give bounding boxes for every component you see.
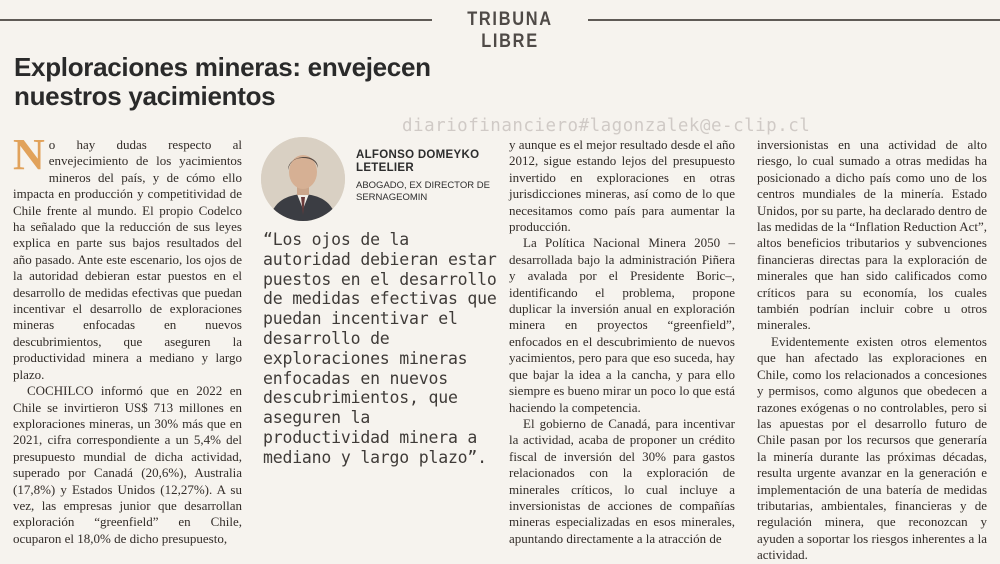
article-column-1 [13, 130, 242, 547]
author-name: ALFONSO DOMEYKO LETELIER [356, 149, 480, 174]
section-rule-right [588, 19, 1000, 21]
article-column-4 [757, 137, 987, 564]
article-paragraph [13, 130, 242, 383]
article-paragraph: Evidentemente existen otros elementos que han afectado las exploraciones en Chile, como los relacionados a concesiones y permisos, como algunos que obedecen a razones exógenas o no controlables, pero si las apuestas por el desarrollo futuro de Chile pasan por los recursos que generaría la minería durante las próximas décadas, resulta urgente avanzar en la generación e implementación de una batería de medidas tributarias, ambientales, financieras y de regulación minera, que reconozcan y ayuden a soportar los riesgos inherentes a la actividad. [757, 333, 987, 563]
article-paragraph: y aunque es el mejor resultado desde el año 2012, sigue estando lejos del presupuesto invertido en exploraciones en otras jurisdicciones mineras, así como de lo que necesitamos como país para aumentar la producción. [509, 137, 735, 235]
author-portrait-icon [261, 137, 345, 221]
pull-quote: “Los ojos de la autoridad debieran estar puestos en el desarrollo de medidas efectivas que puedan incentivar el desarrollo de exploraciones mineras enfocadas en nuevos descubrimientos, que aseguren la productividad minera a mediano y largo plazo”. [263, 230, 497, 467]
article-paragraph: El gobierno de Canadá, para incentivar la actividad, acaba de proponer un crédito fiscal de inversión del 30% para gastos relacionados con la exploración de minerales críticos, lo cual incluye a inversionistas de acciones de compañías mineras especializadas en esos minerales, apuntando directamente a la atracción de [509, 415, 735, 546]
paragraph-text: o hay dudas respecto al envejecimiento de los yacimientos mineros del país, y de cómo ello impacta en producción y competitividad de Chile frente al mundo. El propio Codelco ha señalado que la reducción de sus leyes explica en parte sus bajos resultados del año pasado. Ante este escenario, los ojos de la autoridad debieran estar puestos en el desarrollo de medidas efectivas que puedan incentivar el desarrollo de exploraciones mineras enfocadas en nuevos descubrimientos, que aseguren la productividad minera a mediano y largo plazo. [13, 137, 242, 382]
section-label: TRIBUNA LIBRE [467, 9, 553, 52]
article-paragraph: COCHILCO informó que en 2022 en Chile se invirtieron US$ 713 millones en exploraciones mineras, un 30% más que en 2021, cifra correspondiente a un 5,4% del presupuesto mundial de dicha actividad, superado por Canadá (20,6%), Australia (17,8%) y Estados Unidos (12,27%). A su vez, las empresas junior que desarrollan exploración “greenfield” en Chile, ocuparon el 18,0% de dicho presupuesto, [13, 383, 242, 546]
drop-cap: N [13, 130, 45, 179]
article-paragraph: inversionistas en una actividad de alto riesgo, lo cual sumado a otras medidas ha posicionado a dicho país como uno de los centros mundiales de la minería. Estado Unidos, por su parte, ha declarado dentro de las medidas de la “Inflation Reduction Act”, altos beneficios tributarios y subvenciones financieras directas para la exploración de minerales que han sido calificados como críticos para su economía, los cuales también podrían incluir cobre u otros minerales. [757, 137, 987, 333]
section-header [0, 9, 1000, 52]
author-role: ABOGADO, EX DIRECTOR DE SERNAGEOMIN [356, 180, 490, 203]
section-rule-left [0, 19, 432, 21]
article-headline: Exploraciones mineras: envejecen nuestros yacimientos [14, 52, 431, 111]
article-column-3 [509, 137, 735, 547]
author-photo [261, 137, 345, 221]
article-paragraph: La Política Nacional Minera 2050 –desarrollada bajo la administración Piñera y avalada por el Presidente Boric–, identificando el problema, propone duplicar la inversión anual en exploración minera en proyectos “greenfield”, enfocados en el descubrimiento de nuevos yacimientos, pero para que eso suceda, hay que bajar la idea a la cancha, y para ello siempre es bueno mirar un poco lo que está haciendo la competencia. [509, 235, 735, 415]
watermark-text: diariofinanciero#lagonzalek@e-clip.cl [402, 116, 811, 136]
